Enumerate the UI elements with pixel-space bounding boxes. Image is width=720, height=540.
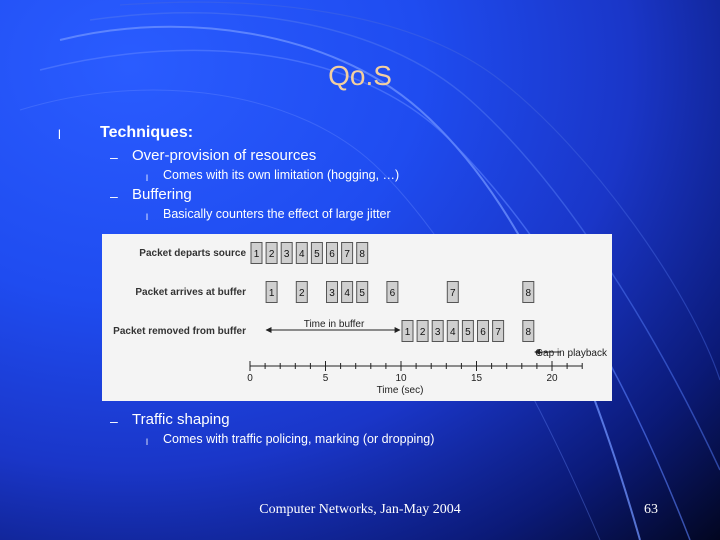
bullet-buffering-note: Basically counters the effect of large jitter — [163, 207, 391, 221]
arrives-packet-number: 2 — [299, 288, 305, 299]
arrives-packet-number: 7 — [450, 288, 456, 299]
row-label-arrives: Packet arrives at buffer — [135, 287, 246, 298]
arrives-packet-number: 4 — [344, 288, 350, 299]
buffering-diagram — [102, 234, 612, 401]
axis-tick-label: 10 — [395, 373, 407, 384]
removed-packet-number: 8 — [525, 327, 532, 338]
bullet-buffering: Buffering — [132, 186, 192, 203]
bullet-traffic-shaping-note: Comes with traffic policing, marking (or dropping) — [163, 432, 435, 446]
arrives-packet-number: 6 — [389, 288, 396, 299]
arrives-packet-number: 8 — [525, 288, 532, 299]
removed-packet-number: 2 — [419, 327, 426, 338]
sub-bullet-marker: l — [146, 212, 148, 222]
dash-marker: – — [110, 149, 118, 165]
removed-packet-number: 1 — [404, 327, 411, 338]
page-number: 63 — [644, 502, 658, 517]
gap-in-playback-label: Gap in playback — [535, 348, 607, 359]
axis-title: Time (sec) — [376, 385, 424, 396]
row-label-departs: Packet departs source — [139, 248, 246, 259]
slide-title: Qo.S — [328, 60, 392, 91]
bullet-techniques: Techniques: — [100, 124, 194, 141]
removed-packet-number: 4 — [450, 327, 456, 338]
axis-tick-label: 20 — [546, 373, 558, 384]
removed-packet-number: 6 — [480, 327, 486, 338]
departs-packet-number: 8 — [359, 249, 365, 260]
sub-bullet-marker: l — [146, 173, 148, 183]
departs-packet-number: 1 — [253, 249, 260, 260]
arrives-packet-number: 5 — [359, 288, 365, 299]
sub-bullet-marker: l — [146, 437, 148, 447]
removed-packet-number: 5 — [465, 327, 471, 338]
axis-tick-label: 0 — [247, 373, 253, 384]
bullet-overprovision-note: Comes with its own limitation (hogging, …) — [163, 168, 400, 182]
departs-packet-number: 3 — [283, 249, 290, 260]
departs-packet-number: 7 — [344, 249, 350, 260]
dash-marker: – — [110, 188, 118, 204]
slide-footer: Computer Networks, Jan-May 2004 — [259, 502, 461, 517]
departs-packet-number: 6 — [329, 249, 335, 260]
time-in-buffer-label: Time in buffer — [303, 319, 365, 330]
axis-tick-label: 5 — [322, 373, 329, 384]
bullet-overprovision: Over-provision of resources — [132, 147, 317, 164]
arrives-packet-number: 1 — [268, 288, 275, 299]
bullet-traffic-shaping: Traffic shaping — [132, 411, 230, 428]
row-label-removed: Packet removed from buffer — [113, 326, 246, 337]
removed-packet-number: 7 — [495, 327, 501, 338]
departs-packet-number: 5 — [314, 249, 320, 260]
axis-tick-label: 15 — [470, 373, 483, 384]
bullet-marker: l — [58, 127, 61, 142]
departs-packet-number: 2 — [268, 249, 275, 260]
removed-packet-number: 3 — [434, 327, 441, 338]
dash-marker: – — [110, 413, 118, 429]
buffering-diagram-svg — [102, 234, 612, 401]
arrives-packet-number: 3 — [329, 288, 335, 299]
departs-packet-number: 4 — [299, 249, 305, 260]
